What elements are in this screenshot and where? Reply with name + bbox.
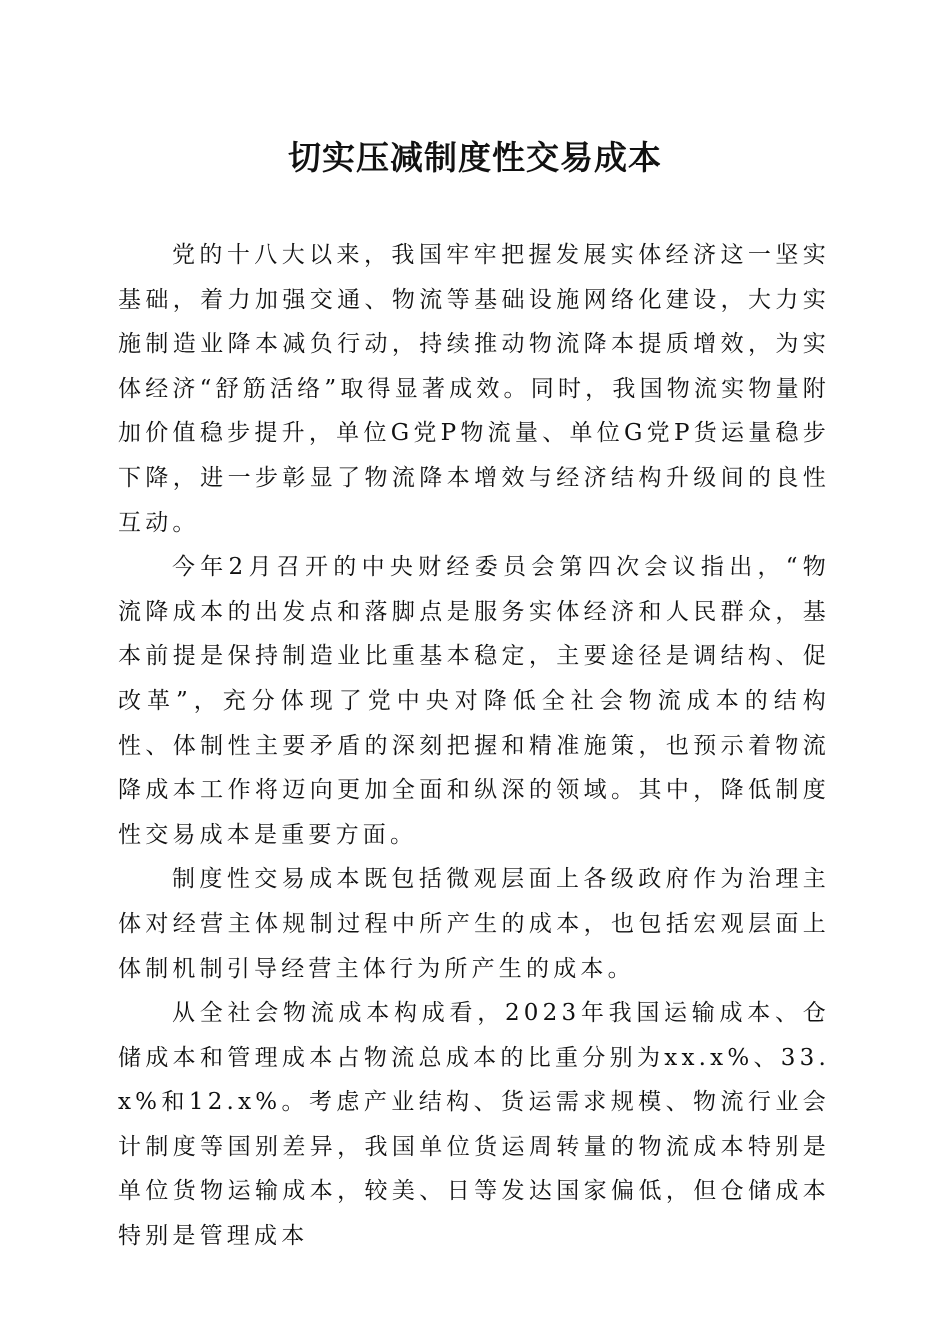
paragraph-4: 从全社会物流成本构成看，2023年我国运输成本、仓储成本和管理成本占物流总成本的比重分别为xx.x%、33.x%和12.x%。考虑产业结构、货运需求规模、物流行业会计制度等国别差异，我国单位货运周转量的物流成本特别是单位货物运输成本，较美、日等发达国家偏低，但仓储成本特别是管理成本 (118, 1000, 830, 1250)
paragraph-3: 制度性交易成本既包括微观层面上各级政府作为治理主体对经营主体规制过程中所产生的成本，也包括宏观层面上体制机制引导经营主体行为所产生的成本。 (118, 866, 830, 982)
document-title: 切实压减制度性交易成本 (288, 138, 662, 177)
document-body (118, 233, 830, 1259)
paragraph-2: 今年2月召开的中央财经委员会第四次会议指出，“物流降成本的出发点和落脚点是服务实体经济和人民群众，基本前提是保持制造业比重基本稳定，主要途径是调结构、促改革”，充分体现了党中央对降低全社会物流成本的结构性、体制性主要矛盾的深刻把握和精准施策，也预示着物流降成本工作将迈向更加全面和纵深的领域。其中，降低制度性交易成本是重要方面。 (118, 554, 830, 848)
paragraph-1: 党的十八大以来，我国牢牢把握发展实体经济这一坚实基础，着力加强交通、物流等基础设施网络化建设，大力实施制造业降本减负行动，持续推动物流降本提质增效，为实体经济“舒筋活络”取得显著成效。同时，我国物流实物量附加价值稳步提升，单位G党P物流量、单位G党P货运量稳步下降，进一步彰显了物流降本增效与经济结构升级间的良性互动。 (118, 242, 830, 536)
